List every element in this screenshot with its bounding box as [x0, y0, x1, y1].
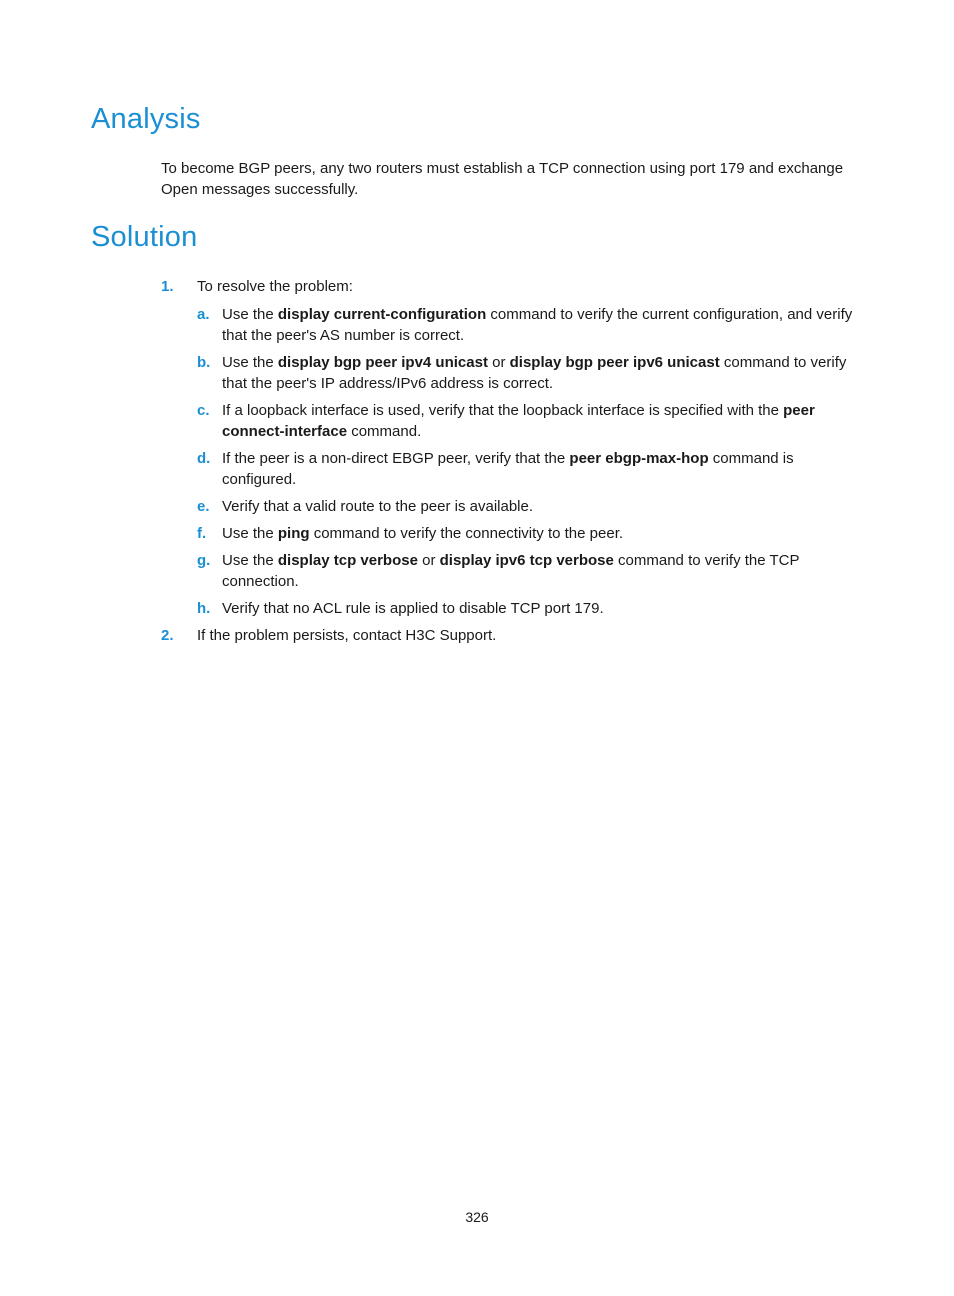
- substep-b: [197, 352, 866, 394]
- substep-g: [197, 550, 866, 592]
- page-number: 326: [465, 1209, 489, 1225]
- substep-text: command to verify the current configuration, and verify that the peer's AS number is correct.: [222, 306, 853, 344]
- substep-h: [197, 598, 866, 619]
- step-number: 2.: [161, 627, 174, 644]
- command-name: display tcp verbose: [277, 552, 418, 569]
- section-title-analysis: Analysis: [91, 103, 201, 135]
- command-name: display ipv6 tcp verbose: [439, 552, 614, 569]
- substep-letter: d.: [197, 450, 211, 467]
- substeps-list: [197, 304, 866, 619]
- substep-text: command is configured.: [222, 450, 794, 488]
- command-name: display current-configuration: [277, 306, 487, 323]
- command-name: display bgp peer ipv4 unicast: [277, 354, 488, 371]
- substep-letter: g.: [197, 552, 211, 569]
- step-text: If the problem persists, contact H3C Support.: [197, 627, 497, 644]
- substep-letter: e.: [197, 498, 210, 515]
- substep-letter: a.: [197, 306, 210, 323]
- substep-letter: h.: [197, 600, 211, 617]
- substep-text: Use the: [222, 525, 278, 542]
- substep-text: or: [487, 354, 510, 371]
- solution-steps-list: [161, 276, 866, 646]
- command-name: ping: [277, 525, 310, 542]
- step-item-2: [161, 625, 866, 646]
- substep-c: [197, 400, 866, 442]
- command-name: peer ebgp-max-hop: [569, 450, 709, 467]
- substep-text: If the peer is a non-direct EBGP peer, verify that the: [222, 450, 570, 467]
- substep-letter: c.: [197, 402, 210, 419]
- substep-text: or: [417, 552, 440, 569]
- substep-text: command to verify the connectivity to the peer.: [309, 525, 624, 542]
- section-title-solution: Solution: [91, 221, 198, 253]
- substep-text: command to verify that the peer's IP address/IPv6 address is correct.: [222, 354, 847, 392]
- substep-text: Verify that a valid route to the peer is available.: [222, 498, 534, 515]
- substep-text: If a loopback interface is used, verify that the loopback interface is specified with the: [222, 402, 784, 419]
- analysis-paragraph: To become BGP peers, any two routers must establish a TCP connection using port 179 and exchange Open messages successfully.: [161, 160, 844, 198]
- command-name: peer connect-interface: [222, 402, 815, 440]
- substep-e: [197, 496, 866, 517]
- step-item-1: [161, 276, 866, 619]
- substep-text: command.: [347, 423, 422, 440]
- substep-text: command to verify the TCP connection.: [222, 552, 800, 590]
- substep-text: Use the: [222, 306, 278, 323]
- substep-text: Use the: [222, 354, 278, 371]
- substep-letter: b.: [197, 354, 211, 371]
- command-name: display bgp peer ipv6 unicast: [509, 354, 720, 371]
- substep-f: [197, 523, 866, 544]
- substep-a: [197, 304, 866, 346]
- substep-text: Use the: [222, 552, 278, 569]
- step-number: 1.: [161, 278, 174, 295]
- substep-d: [197, 448, 866, 490]
- substep-letter: f.: [197, 525, 207, 542]
- step-text: To resolve the problem:: [197, 278, 353, 295]
- substep-text: Verify that no ACL rule is applied to disable TCP port 179.: [222, 600, 604, 617]
